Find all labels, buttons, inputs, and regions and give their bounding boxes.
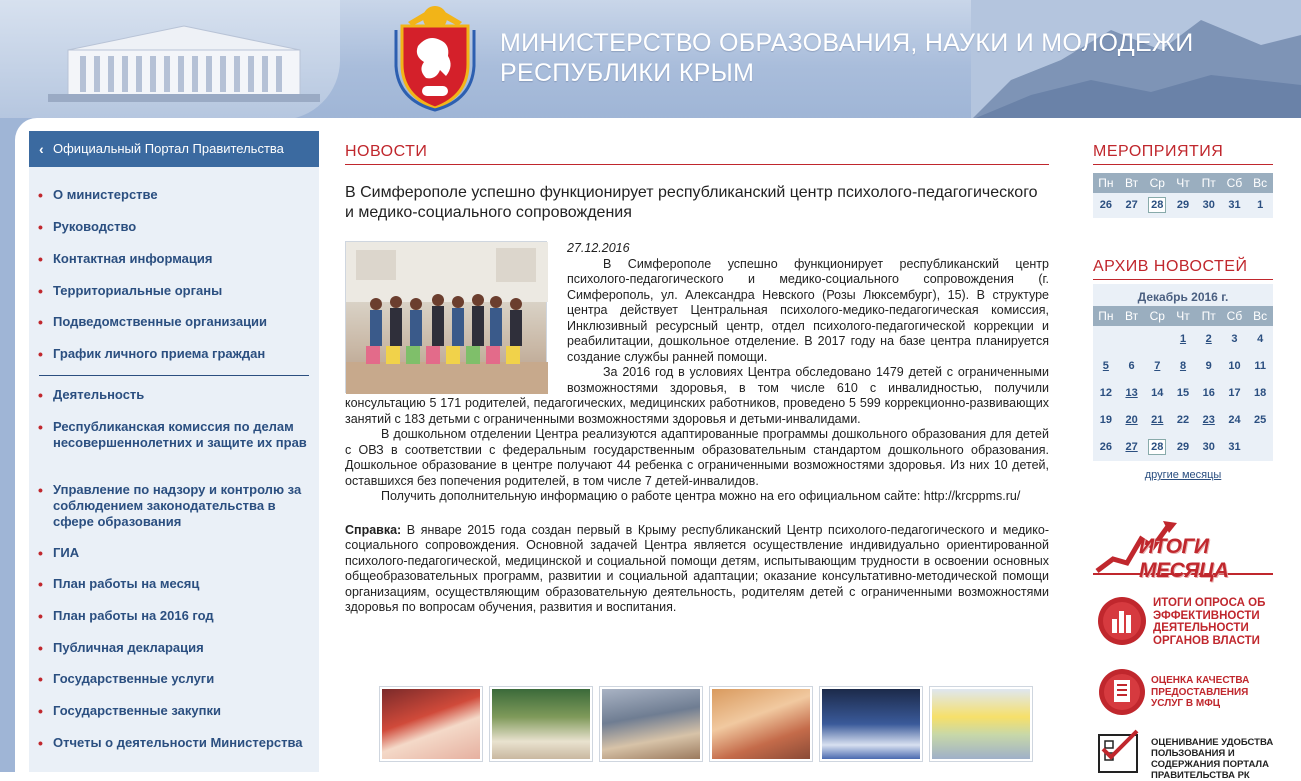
- bar-chart-icon: [1097, 593, 1147, 649]
- archive-month-label: Декабрь 2016 г.: [1137, 290, 1229, 304]
- site-header: [0, 0, 1301, 120]
- sidebar-item-leadership[interactable]: [29, 219, 319, 235]
- calendar-day-link[interactable]: 2: [1205, 333, 1212, 345]
- bullet-icon: •: [38, 608, 43, 624]
- weekday-label: Пн: [1098, 309, 1114, 323]
- article-paragraph-3: В дошкольном отделении Центра реализуются адаптированные программы дошкольного образования для детей с ОВЗ в соответствии с федеральным государственным образовательным стандартом дошкольного образования. Дошкольное образование в центре получают 44 ребенка с ограниченными возможностями здоровья. Из них 10 детей, оставшихся без попечения родителей, в том числе 7 детей-инвалидов.: [345, 427, 1049, 488]
- document-check-icon: [1097, 667, 1147, 717]
- calendar-day: 17: [1228, 387, 1241, 399]
- bullet-icon: •: [38, 671, 43, 687]
- weekday-label: Вс: [1253, 309, 1268, 323]
- calendar-day: 9: [1205, 360, 1212, 372]
- site-title-line1: МИНИСТЕРСТВО ОБРАЗОВАНИЯ, НАУКИ И МОЛОДЕЖИ: [500, 29, 1194, 57]
- gallery-thumb[interactable]: [819, 686, 923, 762]
- calendar-day: 26: [1099, 441, 1112, 453]
- calendar-day-link[interactable]: 13: [1125, 387, 1138, 399]
- survey-results-banner[interactable]: [1093, 591, 1273, 651]
- sidebar-item-label: Государственные услуги: [53, 671, 215, 686]
- archive-week-row: [1093, 326, 1273, 353]
- archive-week-row: [1093, 407, 1273, 434]
- bullet-icon: •: [38, 545, 43, 561]
- weekday-label: Ср: [1149, 176, 1165, 190]
- sidebar-item-month-plan[interactable]: [29, 576, 319, 592]
- calendar-day-today: [1144, 193, 1170, 218]
- weekday-label: Пт: [1201, 176, 1216, 190]
- archive-title: АРХИВ НОВОСТЕЙ: [1093, 246, 1273, 280]
- calendar-day: 15: [1176, 387, 1190, 399]
- gallery-thumb[interactable]: [489, 686, 593, 762]
- sidebar-item-label: Контактная информация: [53, 251, 213, 266]
- portal-evaluation-label: ОЦЕНИВАНИЕ УДОБСТВА ПОЛЬЗОВАНИЯ И СОДЕРЖАНИЯ ПОРТАЛА ПРАВИТЕЛЬСТВА РК: [1151, 737, 1274, 781]
- site-title-line2: РЕСПУБЛИКИ КРЫМ: [500, 59, 755, 87]
- sidebar-item-reports[interactable]: [29, 735, 319, 751]
- calendar-day: 31: [1228, 199, 1241, 211]
- calendar-empty-cell: [1119, 326, 1145, 353]
- calendar-day-link[interactable]: 21: [1151, 414, 1164, 426]
- site-title: [500, 28, 1220, 88]
- sidebar-item-label: Республиканская комиссия по делам несовершеннолетних и защите их прав: [53, 419, 307, 450]
- sidebar-divider: [39, 375, 309, 376]
- calendar-day: 29: [1176, 441, 1190, 453]
- other-months-link[interactable]: другие месяцы: [1144, 469, 1222, 481]
- sidebar-item-reception-schedule[interactable]: [29, 346, 319, 362]
- calendar-day-label: 28: [1148, 439, 1166, 455]
- bullet-icon: •: [38, 187, 43, 203]
- events-title: МЕРОПРИЯТИЯ: [1093, 131, 1273, 165]
- weekday-label: Вс: [1253, 176, 1268, 190]
- events-week-row: [1093, 193, 1273, 218]
- government-building-image: [48, 20, 320, 102]
- government-portal-label: Официальный Портал Правительства: [53, 141, 284, 156]
- sidebar-item-label: О министерстве: [53, 187, 158, 202]
- sidebar-item-public-declaration[interactable]: [29, 640, 319, 656]
- archive-calendar: [1093, 284, 1273, 461]
- calendar-empty-cell: [1093, 326, 1119, 353]
- calendar-day: 25: [1254, 414, 1267, 426]
- month-results-banner[interactable]: [1093, 519, 1273, 582]
- weekday-label: Пн: [1098, 176, 1114, 190]
- portal-evaluation-banner[interactable]: [1093, 731, 1274, 781]
- calendar-day-label: 28: [1148, 197, 1166, 213]
- archive-week-row: [1093, 434, 1273, 461]
- sidebar-item-state-services[interactable]: [29, 671, 319, 687]
- weekday-label: Вт: [1125, 176, 1139, 190]
- chevron-left-icon: ‹: [39, 141, 44, 157]
- calendar-day: 1: [1257, 199, 1264, 211]
- sidebar-item-procurement[interactable]: [29, 703, 319, 719]
- calendar-day: 19: [1099, 414, 1112, 426]
- article-paragraph-4: Получить дополнительную информацию о работе центра можно на его официальном сайте: http://krcppms.ru/: [381, 489, 1021, 503]
- calendar-day: 26: [1099, 199, 1112, 211]
- sidebar-item-subordinate-orgs[interactable]: [29, 314, 319, 330]
- events-calendar: [1093, 173, 1273, 218]
- calendar-day: 27: [1125, 199, 1138, 211]
- sidebar-item-label: План работы на месяц: [53, 576, 200, 591]
- calendar-day: 6: [1128, 360, 1135, 372]
- crimea-coat-of-arms-icon: [388, 4, 482, 110]
- sidebar-item-label: Управление по надзору и контролю за соблюдением законодательства в сфере образования: [53, 482, 302, 529]
- calendar-day-link[interactable]: 8: [1179, 360, 1187, 372]
- bullet-icon: •: [38, 219, 43, 235]
- sidebar-item-label: Публичная декларация: [53, 640, 204, 655]
- right-column: [1093, 131, 1274, 781]
- sidebar-item-supervision[interactable]: [29, 482, 319, 530]
- archive-week-row: [1093, 353, 1273, 380]
- article-paragraph-1: В Симферополе успешно функционирует республиканский центр психолого-педагогического и медико-социального сопровождения (г. Симферополь, ул. Александра Невского (Розы Люксембург), 15). В структуре центра действует Центральная психолого-медико-педагогическая комиссия, Инклюзивный ресурсный центр, отдел психолого-педагогической коррекции и реабилитации, дошкольное отделение. В 2017 году на базе центра планируется создание службы ранней помощи.: [567, 256, 1049, 364]
- reference-text: В январе 2015 года создан первый в Крыму республиканский Центр психолого-педагогического и медико-социального сопровождения. Основной задачей Центра является осуществление индивидуально ориентированной психолого-педагогической, медицинской и социальной помощи детям, испытывающим трудности в освоении основных общеобразовательных программ, развитии и социальной адаптации; оказание консультативно-методической помощи организациям, осуществляющим образовательную деятельность, родителям детей с ограниченными возможностями здоровья по вопросам обучения, развития и воспитания.: [345, 522, 1049, 614]
- bullet-icon: •: [38, 419, 43, 435]
- gallery-thumb[interactable]: [709, 686, 813, 762]
- weekday-header: [1093, 173, 1273, 193]
- calendar-day-link[interactable]: 5: [1102, 360, 1109, 372]
- sidebar-item-label: Территориальные органы: [53, 283, 223, 298]
- calendar-day: 3: [1231, 333, 1238, 345]
- bullet-icon: •: [38, 283, 43, 299]
- main-content: [345, 131, 1049, 772]
- sidebar-item-gia[interactable]: [29, 545, 319, 561]
- sidebar-item-about-ministry[interactable]: [29, 187, 319, 203]
- gallery-photo-1: [382, 689, 480, 759]
- bullet-icon: •: [38, 387, 43, 403]
- calendar-day-link[interactable]: 27: [1125, 441, 1138, 453]
- calendar-day: 12: [1099, 387, 1112, 399]
- sidebar-item-label: Государственные закупки: [53, 703, 221, 718]
- weekday-label: Вт: [1125, 309, 1139, 323]
- mfc-quality-label: ОЦЕНКА КАЧЕСТВА ПРЕДОСТАВЛЕНИЯ УСЛУГ В МФЦ: [1151, 675, 1250, 709]
- checklist-icon: [1097, 731, 1145, 772]
- gallery-thumb[interactable]: [929, 686, 1033, 762]
- weekday-label: Сб: [1226, 309, 1243, 323]
- calendar-day: 31: [1228, 441, 1241, 453]
- bullet-icon: •: [38, 640, 43, 656]
- calendar-day: 29: [1176, 199, 1190, 211]
- calendar-day: 24: [1228, 414, 1241, 426]
- survey-results-label: ИТОГИ ОПРОСА ОБ ЭФФЕКТИВНОСТИ ДЕЯТЕЛЬНОСТИ ОРГАНОВ ВЛАСТИ: [1153, 597, 1266, 647]
- gallery-photo-4: [712, 689, 810, 759]
- weekday-header: [1093, 306, 1273, 326]
- article-date: 27.12.2016: [567, 241, 630, 255]
- gallery-thumb[interactable]: [599, 686, 703, 762]
- mfc-quality-banner[interactable]: [1093, 667, 1273, 717]
- bullet-icon: •: [38, 703, 43, 719]
- sidebar-item-label: Деятельность: [53, 387, 145, 402]
- gallery-photo-6: [932, 689, 1030, 759]
- sidebar-item-label: План работы на 2016 год: [53, 608, 214, 623]
- archive-days-grid: [1093, 326, 1273, 461]
- sidebar-item-territorial-bodies[interactable]: [29, 283, 319, 299]
- calendar-day: 16: [1202, 387, 1215, 399]
- sidebar-item-label: Руководство: [53, 219, 137, 234]
- calendar-day: 30: [1202, 441, 1215, 453]
- calendar-day: 11: [1254, 360, 1266, 372]
- calendar-day: 22: [1176, 414, 1190, 426]
- weekday-label: Чт: [1176, 309, 1190, 323]
- calendar-day-link[interactable]: 1: [1179, 333, 1187, 345]
- news-section-title: НОВОСТИ: [345, 131, 1049, 165]
- calendar-day-link[interactable]: 7: [1154, 360, 1161, 372]
- calendar-day: 14: [1151, 387, 1164, 399]
- photo-gallery: [379, 686, 1039, 762]
- bullet-icon: •: [38, 251, 43, 267]
- sidebar-item-label: Подведомственные организации: [53, 314, 268, 329]
- sidebar-item-contacts[interactable]: [29, 251, 319, 267]
- calendar-day: 4: [1257, 333, 1264, 345]
- weekday-label: Пт: [1201, 309, 1216, 323]
- calendar-day: 18: [1254, 387, 1267, 399]
- article-paragraph-2: За 2016 год в условиях Центра обследовано 1479 детей с ограниченными возможностями здоровья, в том числе 610 с инвалидностью, получили консультацию 5 171 родителей, педагогических, медицинских работников, проведено 5 599 коррекционно-развивающих занятий с 183 детьми с ограниченными возможностями здоровья и детьми-инвалидами.: [345, 365, 1049, 426]
- bullet-icon: •: [38, 314, 43, 330]
- article-body: [345, 241, 1049, 616]
- calendar-day-link[interactable]: 20: [1125, 414, 1138, 426]
- sidebar-item-label: Отчеты о деятельности Министерства: [53, 735, 303, 750]
- bullet-icon: •: [38, 576, 43, 592]
- sidebar-item-activity[interactable]: [29, 387, 319, 403]
- bullet-icon: •: [38, 482, 43, 498]
- sidebar-item-minors-commission[interactable]: [29, 419, 319, 451]
- reference-label: Справка:: [345, 522, 402, 537]
- sidebar-item-year-plan[interactable]: [29, 608, 319, 624]
- archive-week-row: [1093, 380, 1273, 407]
- sidebar-item-label: График личного приема граждан: [53, 346, 266, 361]
- gallery-photo-2: [492, 689, 590, 759]
- article-photo[interactable]: [345, 241, 547, 393]
- weekday-label: Чт: [1176, 176, 1190, 190]
- government-portal-button[interactable]: [29, 131, 319, 167]
- weekday-label: Сб: [1226, 176, 1243, 190]
- bullet-icon: •: [38, 735, 43, 751]
- gallery-photo-5: [822, 689, 920, 759]
- gallery-photo-3: [602, 689, 700, 759]
- bullet-icon: •: [38, 346, 43, 362]
- month-results-label: ИТОГИ МЕСЯЦА: [1139, 535, 1229, 582]
- calendar-day: 30: [1202, 199, 1215, 211]
- calendar-day-today: [1144, 434, 1170, 461]
- article-title[interactable]: В Симферополе успешно функционирует республиканский центр психолого-педагогического и медико-социального сопровождения: [345, 184, 1038, 221]
- sidebar-item-label: ГИА: [53, 545, 80, 560]
- calendar-empty-cell: [1144, 326, 1170, 353]
- group-photo-image: [346, 242, 548, 394]
- calendar-day-link[interactable]: 23: [1202, 414, 1215, 426]
- left-sidebar: [29, 131, 319, 772]
- calendar-empty-cell: [1247, 434, 1273, 461]
- weekday-label: Ср: [1149, 309, 1165, 323]
- gallery-thumb[interactable]: [379, 686, 483, 762]
- calendar-day: 10: [1228, 360, 1241, 372]
- article-reference: [345, 523, 1049, 616]
